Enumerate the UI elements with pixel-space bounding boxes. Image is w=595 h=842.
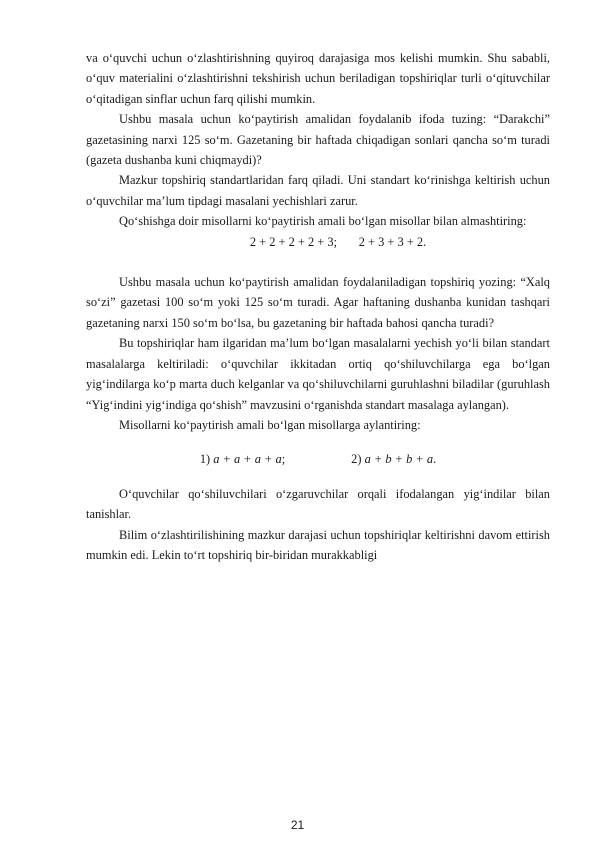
paragraph-5: Ushbu masala uchun ko‘paytirish amalidan foydalaniladigan topshiriq yozing: “Xalq so‘zi” gazetasi 100 so‘m yoki 125 so‘m turadi. Agar haftaning dushanba kunidan tashqari gazetaning narxi 150 so‘m bo‘lsa, bu gazetaning bir haftada bahosi qancha turadi? xyxy=(86,275,550,330)
paragraph-2: Ushbu masala uchun ko‘paytirish amalidan foydalanib ifoda tuzing: “Darakchi” gazetasining narxi 125 so‘m. Gazetaning bir haftada chiqadigan sonlari qancha so‘m turadi (gazeta dushanba kuni chiqmaydi)? xyxy=(86,112,550,168)
spacer xyxy=(86,252,550,272)
page-body xyxy=(86,48,550,565)
formula-item-2-end: . xyxy=(433,452,437,467)
formula-addition-examples xyxy=(86,232,550,252)
formula-item-2 xyxy=(351,449,436,469)
formula-item-2-number: 2) xyxy=(351,452,362,467)
paragraph-6: Bu topshiriqlar ham ilgaridan ma’lum bo‘lgan masalalarni yechish yo‘li bilan standart masalalarga keltiriladi: o‘quvchilar ikkitadan ortiq qo‘shiluvchilarga ega bo‘lgan yig‘indilarga ko‘p marta duch kelganlar va qo‘shiluvchilarni guruhlashni biladilar (guruhlash “Yig‘indini yig‘indiga qo‘shish” mavzusini o‘rganishda standart masalaga aylangan). xyxy=(86,336,550,412)
paragraph-1: va o‘quvchi uchun o‘zlashtirishning quyiroq darajasiga mos kelishi mumkin. Shu sababli, o‘quv materialini o‘zlashtirishni tekshirish uchun beriladigan topshiriqlar turli o‘qituvchilar o‘qitadigan sinflar uchun farq qilishi mumkin. xyxy=(86,51,550,106)
formula-item-1 xyxy=(200,449,285,469)
formula-item-1-end: ; xyxy=(281,452,286,467)
formula-1-text: 2 + 2 + 2 + 2 + 3; 2 + 3 + 3 + 2. xyxy=(249,234,427,249)
paragraph-3: Mazkur topshiriq standartlaridan farq qiladi. Uni standart ko‘rinishga keltirish uchun o‘quvchilar ma’lum tipdagi masalani yechishlari zarur. xyxy=(86,173,550,208)
paragraph-9: Bilim o‘zlashtirilishining mazkur darajasi uchun topshiriqlar keltirishni davom ettirish mumkin edi. Lekin to‘rt topshiriq bir-biridan murakkabligi xyxy=(86,527,550,562)
paragraph-8: O‘quvchilar qo‘shiluvchilari o‘zgaruvchilar orqali ifodalangan yig‘indilar bilan tanishlar. xyxy=(86,486,550,522)
paragraph-4: Qo‘shishga doir misollarni ko‘paytirish amali bo‘lgan misollar bilan almashtiring: xyxy=(119,214,527,229)
formula-item-2-expression: a + b + b + a xyxy=(364,452,434,467)
paragraph-7: Misollarni ko‘paytirish amali bo‘lgan misollarga aylantiring: xyxy=(119,417,421,432)
formula-variable-examples xyxy=(86,449,550,469)
formula-item-1-number: 1) xyxy=(199,452,211,467)
page-number: 21 xyxy=(290,818,305,832)
formula-item-1-expression: a + a + a + a xyxy=(213,452,282,467)
